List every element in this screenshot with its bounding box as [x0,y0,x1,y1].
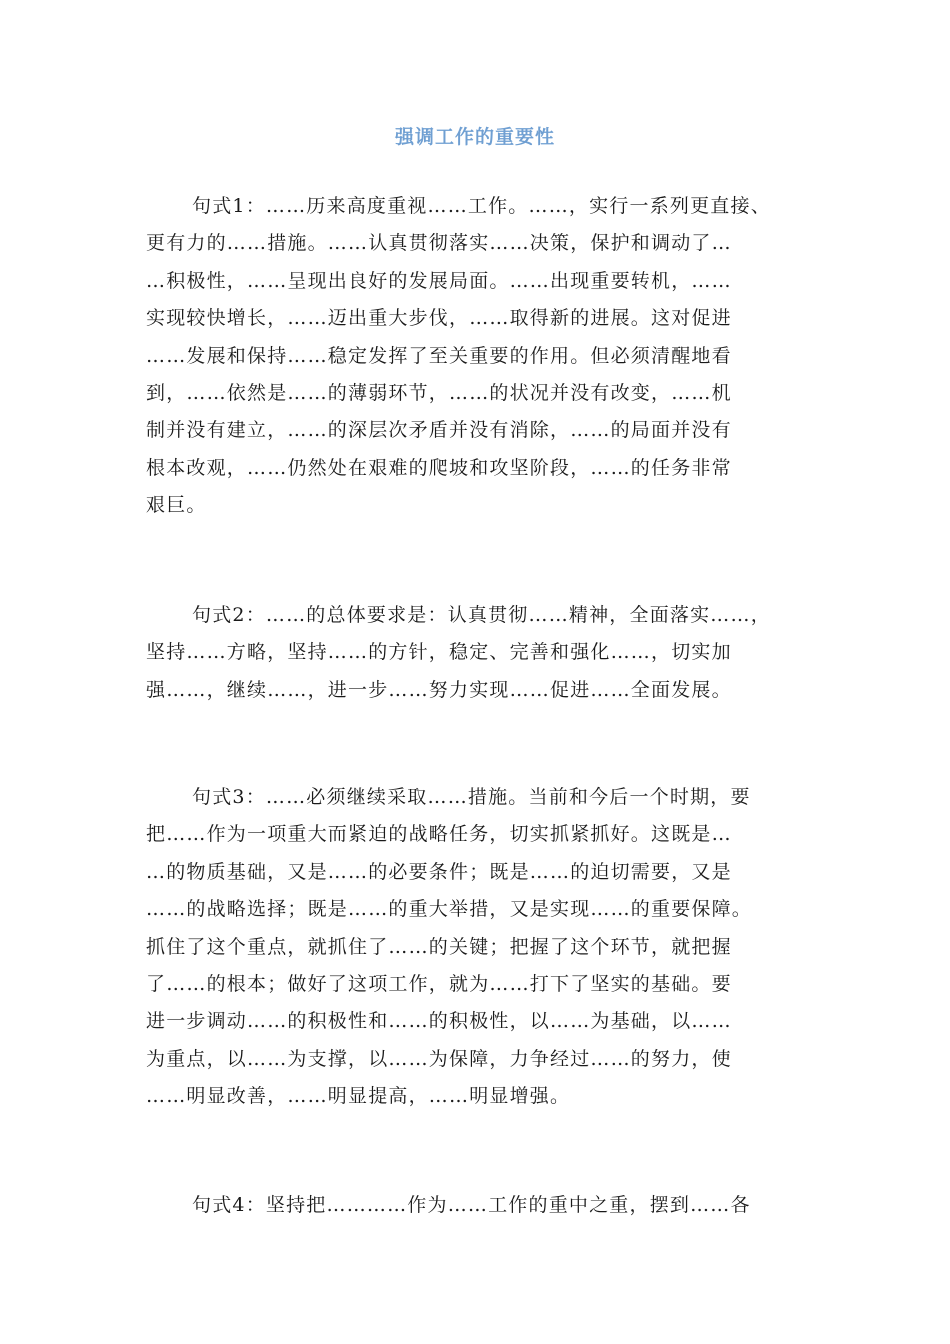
paragraph-line: 制并没有建立，……的深层次矛盾并没有消除，……的局面并没有 [146,419,732,442]
paragraph-line: ……明显改善，……明显提高，……明显增强。 [146,1085,571,1108]
paragraph-pattern-1 [146,188,806,525]
paragraph-pattern-2 [146,597,806,709]
paragraph-line: 进一步调动……的积极性和……的积极性，以……为基础，以…… [146,1010,732,1033]
paragraph-pattern-4 [146,1187,806,1224]
paragraph-line: ……的战略选择；既是……的重大举措，又是实现……的重要保障。 [146,898,753,921]
paragraph-line: 了……的根本；做好了这项工作，就为……打下了坚实的基础。要 [146,972,732,995]
document-title: 强调工作的重要性 [394,126,555,148]
paragraph-line: 坚持……方略，坚持……的方针，稳定、完善和强化……，切实加 [146,641,732,664]
paragraph-line: …的物质基础，又是……的必要条件；既是……的迫切需要，又是 [146,860,732,883]
paragraph-line: 艰巨。 [146,494,207,517]
paragraph-line: ……发展和保持……稳定发挥了至关重要的作用。但必须清醒地看 [146,344,732,367]
paragraph-line: 强……，继续……，进一步……努力实现……促进……全面发展。 [146,678,732,701]
paragraph-line: 抓住了这个重点，就抓住了……的关键；把握了这个环节，就把握 [146,935,732,958]
paragraph-line: 实现较快增长，……迈出重大步伐，……取得新的进展。这对促进 [146,307,732,330]
paragraph-pattern-3 [146,779,806,1116]
paragraph-line: 更有力的……措施。……认真贯彻落实……决策，保护和调动了… [146,232,732,255]
paragraph-line: 为重点，以……为支撑，以……为保障，力争经过……的努力，使 [146,1047,732,1070]
paragraph-line: 句式4：坚持把…………作为……工作的重中之重，摆到……各 [192,1194,751,1216]
paragraph-line: 到，……依然是……的薄弱环节，……的状况并没有改变，……机 [146,381,732,404]
paragraph-line: 句式1：……历来高度重视……工作。……，实行一系列更直接、 [192,195,771,217]
paragraph-line: 把……作为一项重大而紧迫的战略任务，切实抓紧抓好。这既是… [146,823,732,846]
paragraph-line: …积极性，……呈现出良好的发展局面。……出现重要转机，…… [146,269,732,292]
paragraph-line: 句式2：……的总体要求是：认真贯彻……精神，全面落实……， [192,604,771,626]
paragraph-line: 句式3：……必须继续采取……措施。当前和今后一个时期，要 [192,786,751,808]
paragraph-line: 根本改观，……仍然处在艰难的爬坡和攻坚阶段，……的任务非常 [146,456,732,479]
